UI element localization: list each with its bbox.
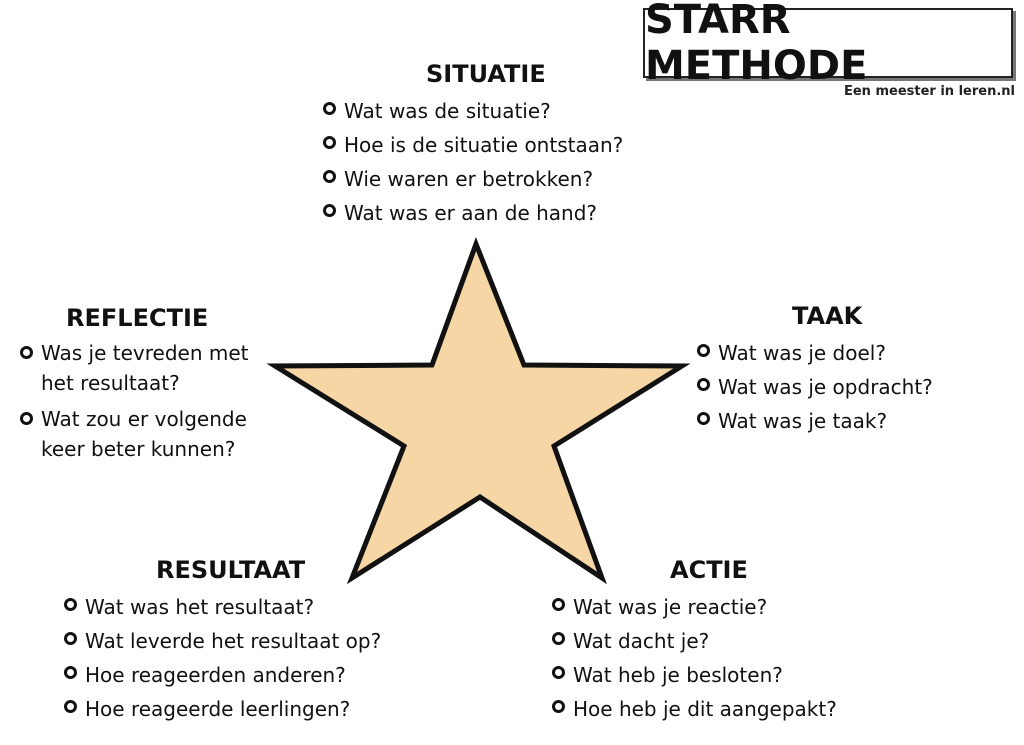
- section-heading: SITUATIE: [426, 60, 546, 88]
- circle-bullet-icon: [697, 378, 710, 391]
- item-text: Hoe reageerden anderen?: [85, 663, 346, 687]
- item-text: Wat was het resultaat?: [85, 595, 315, 619]
- circle-bullet-icon: [697, 344, 710, 357]
- list-item: [323, 162, 623, 196]
- circle-bullet-icon: [323, 204, 336, 217]
- list-item: [323, 128, 623, 162]
- section-situatie: [323, 60, 623, 230]
- list-item: [64, 692, 381, 726]
- section-heading: REFLECTIE: [66, 304, 209, 332]
- item-text: Was je tevreden met het resultaat?: [41, 341, 249, 395]
- list-item: [323, 94, 623, 128]
- list-item: [552, 624, 837, 658]
- circle-bullet-icon: [323, 170, 336, 183]
- item-list: [20, 338, 248, 464]
- item-text: Wat heb je besloten?: [573, 663, 783, 687]
- section-heading: TAAK: [792, 302, 863, 330]
- item-list: [323, 94, 623, 230]
- list-item: [64, 590, 381, 624]
- item-list: [552, 590, 837, 726]
- circle-bullet-icon: [697, 412, 710, 425]
- item-text: Wat was je taak?: [718, 409, 888, 433]
- item-text: Wat dacht je?: [573, 629, 710, 653]
- section-heading: RESULTAAT: [156, 556, 306, 584]
- list-item: [552, 692, 837, 726]
- circle-bullet-icon: [20, 346, 33, 359]
- circle-bullet-icon: [552, 666, 565, 679]
- list-item: [552, 590, 837, 624]
- list-item: [552, 658, 837, 692]
- item-list: [64, 590, 381, 726]
- item-list: [697, 336, 933, 438]
- item-text: Hoe is de situatie ontstaan?: [344, 133, 624, 157]
- circle-bullet-icon: [20, 412, 33, 425]
- section-heading: ACTIE: [670, 556, 748, 584]
- item-text: Wat was je reactie?: [573, 595, 768, 619]
- list-item: [323, 196, 623, 230]
- credit-text: Een meester in leren.nl: [843, 84, 1015, 99]
- section-actie: [552, 556, 837, 726]
- list-item: [697, 370, 933, 404]
- list-item: [20, 338, 248, 398]
- item-text: Wat was je opdracht?: [718, 375, 933, 399]
- section-reflectie: [20, 304, 248, 470]
- list-item: [20, 404, 248, 464]
- circle-bullet-icon: [64, 666, 77, 679]
- circle-bullet-icon: [64, 700, 77, 713]
- list-item: [697, 336, 933, 370]
- circle-bullet-icon: [64, 632, 77, 645]
- circle-bullet-icon: [323, 136, 336, 149]
- circle-bullet-icon: [323, 102, 336, 115]
- list-item: [64, 658, 381, 692]
- circle-bullet-icon: [552, 598, 565, 611]
- circle-bullet-icon: [552, 632, 565, 645]
- item-text: Hoe reageerde leerlingen?: [85, 697, 351, 721]
- section-taak: [697, 302, 933, 438]
- item-text: Wat was de situatie?: [344, 99, 551, 123]
- page-title: STARR METHODE: [645, 0, 868, 89]
- list-item: [697, 404, 933, 438]
- item-text: Wat zou er volgende keer beter kunnen?: [41, 407, 247, 461]
- item-text: Hoe heb je dit aangepakt?: [573, 697, 837, 721]
- star-shape: [275, 244, 682, 578]
- item-text: Wat was er aan de hand?: [344, 201, 598, 225]
- list-item: [64, 624, 381, 658]
- item-text: Wat leverde het resultaat op?: [85, 629, 382, 653]
- circle-bullet-icon: [64, 598, 77, 611]
- section-resultaat: [64, 556, 381, 726]
- item-text: Wie waren er betrokken?: [344, 167, 594, 191]
- circle-bullet-icon: [552, 700, 565, 713]
- item-text: Wat was je doel?: [718, 341, 886, 365]
